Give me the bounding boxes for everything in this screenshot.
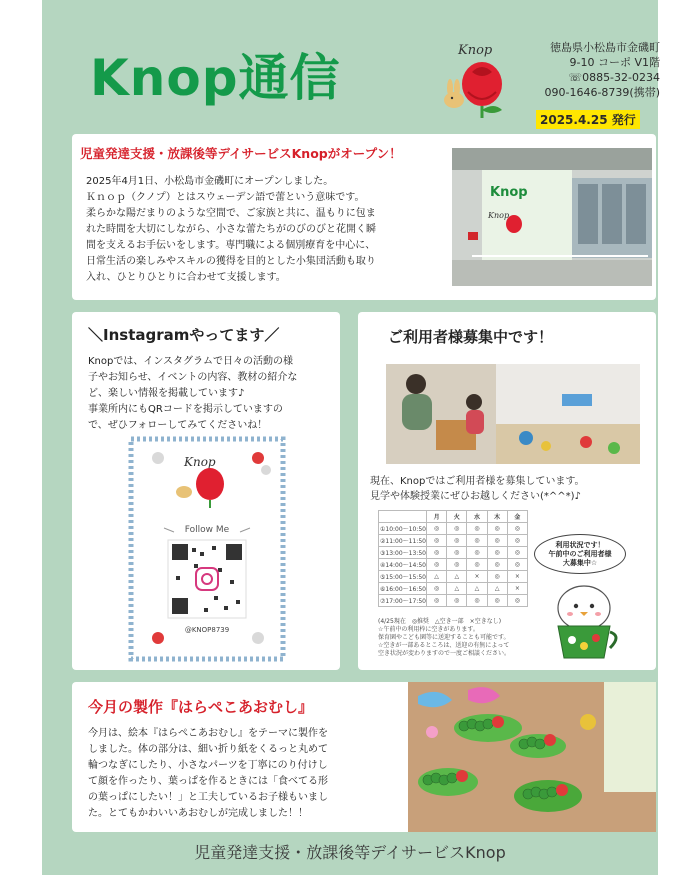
bird-mascot-icon [544,574,624,664]
instagram-card [72,312,340,670]
sign-text: Knop [490,185,528,200]
mobile-line: 090-1646-8739(携帯) [544,86,660,99]
newsletter-title: Knop通信 [90,49,341,107]
activity-photo [386,364,640,464]
phone-line: ☏0885-32-0234 [568,71,660,84]
instagram-body: Knopでは、インスタグラムで日々の活動の様 子やお知らせ、イベントの内容、教材の紹介な ど、楽しい情報を掲載しています♪ 事業所内にもQRコードを掲示していますの で、ぜひフォローしてみてくださいね！ [88,356,298,431]
table-header-row: 月 火 水 木 金 [379,511,528,523]
craft-heading: 今月の製作『はらぺこあおむし』 [88,698,314,716]
availability-legend: (4/25現在 ◎推奨 △空き一部 ×空きなし) ☆午前中の利用枠に空きがあります。 保育園やこども園等に送迎することも可能です。 ☆空きが一部あるところは、送迎の有無によって 空き状況が変わりますので一度ご相談ください。 [378,618,511,657]
recruit-body: 現在、Knopではご利用者様を募集しています。 見学や体験授業にぜひお越しください(*^^*)♪ [370,476,585,502]
speech-bubble: 利用状況です！ 午前中のご利用者様 大募集中☆ [534,534,626,574]
craft-card [72,682,656,832]
knop-logo [438,40,522,118]
table-row: ①10:00〜10:50 ◎ ◎ ◎ ◎ ◎ [379,523,528,535]
logo-text: Knop [458,43,493,58]
facility-photo [452,148,652,286]
address-line: 徳島県小松島市金磯町 [550,41,660,54]
address-line: 9-10 コーポ V1階 [569,56,660,69]
svg-text:Knop: Knop [488,211,510,220]
table-row: ⑦17:00〜17:50 ◎ ◎ ◎ ◎ ◎ [379,595,528,607]
footer-name: 児童発達支援・放課後等デイサービスKnop [194,843,506,862]
table-row: ⑥16:00〜16:50 ◎ △ △ △ × [379,583,528,595]
opening-body: 2025年4月1日、小松島市金磯町にオープンしました。 Ｋｎｏｐ（クノプ）とはスウェーデン語で蕾という意味です。 柔らかな陽だまりのような空間で、ご家族と共に、温もりに包ま れた時間を大切にしながら、小さな蕾たちがのびのびと花開く瞬 間を支えるお手伝いをします。専門職による個別療育を中心に、 日常生活の楽しみやスキルの獲得を目的とした小集団活動も取り 入れ、ひとりひとりに合わせて支援します。 [86,176,376,283]
table-row: ③13:00〜13:50 ◎ ◎ ◎ ◎ ◎ [379,547,528,559]
recruit-heading: ご利用者様募集中です！ [388,328,554,346]
table-row: ②11:00〜11:50 ◎ ◎ ◎ ◎ ◎ [379,535,528,547]
table-row: ⑤15:00〜15:50 △ △ × ◎ × [379,571,528,583]
availability-table [378,510,528,607]
opening-card [72,134,656,300]
craft-body: 今月は、絵本『はらぺこあおむし』をテーマに製作を しました。体の部分は、細い折り紙をくるっと丸めて 輪つなぎにしたり、小さなパーツを丁寧にのり付けし て顔を作ったり、葉っぱを作るときには「食べてる形 の葉っぱにしたい！」と工夫しているお子様もいまし た。とてもかわいいあおむしが完成しました！！ [88,728,328,819]
recruit-card [358,312,656,670]
table-row: ④14:00〜14:50 ◎ ◎ ◎ ◎ ◎ [379,559,528,571]
issue-date: 2025.4.25 発行 [536,110,640,129]
caterpillar-craft-photo [408,682,656,832]
instagram-heading: ＼Instagramやってます／ [88,326,280,344]
opening-heading: 児童発達支援・放課後等デイサービスKnopがオープン！ [80,146,402,161]
instagram-qr-card[interactable] [128,436,286,662]
contact-address [520,40,660,100]
svg-text:Knop: Knop [184,455,216,469]
instagram-handle: @KNOP8739 [184,626,230,634]
follow-me-label: Follow Me [184,525,230,535]
